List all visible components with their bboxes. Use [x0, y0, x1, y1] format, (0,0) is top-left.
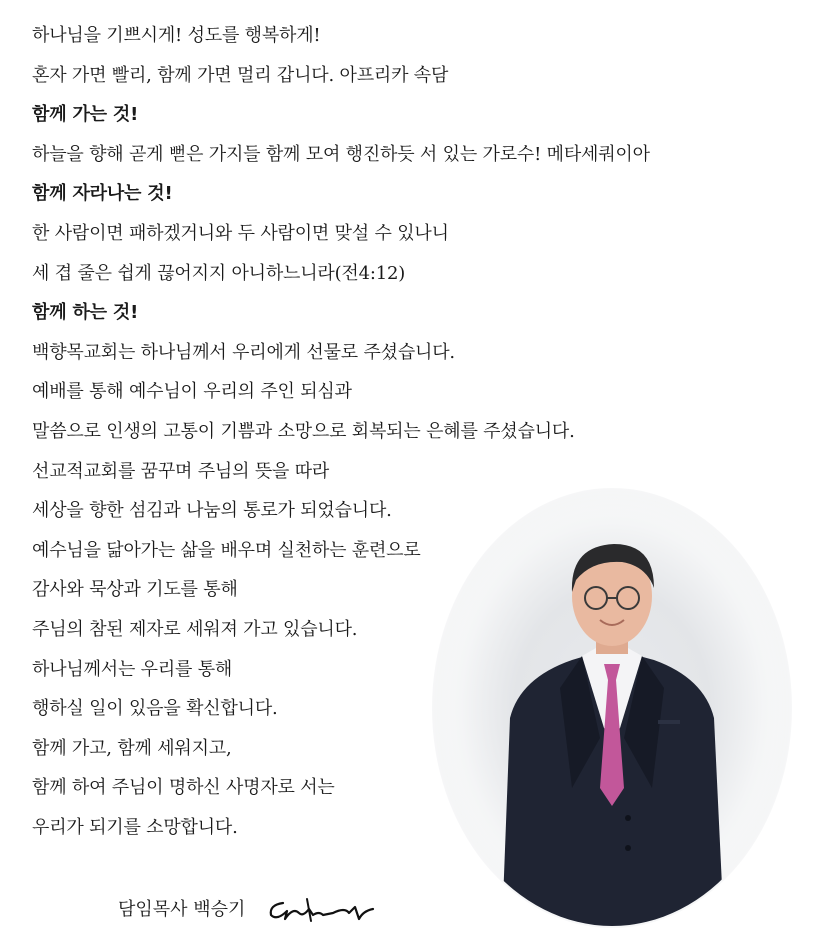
- message-line: 하늘을 향해 곧게 뻗은 가지들 함께 모여 행진하듯 서 있는 가로수! 메타세쿼이아: [32, 143, 650, 165]
- message-line: 백향목교회는 하나님께서 우리에게 선물로 주셨습니다.: [32, 341, 455, 363]
- message-line: 말씀으로 인생의 고통이 기쁨과 소망으로 회복되는 은혜를 주셨습니다.: [32, 420, 575, 442]
- message-line: 하나님을 기쁘시게! 성도를 행복하게!: [32, 25, 321, 46]
- message-line: 행하실 일이 있음을 확신합니다.: [32, 698, 278, 720]
- signature-block: [118, 890, 378, 930]
- signature-label: 담임목사 백승기: [118, 899, 246, 920]
- message-line: 함께 가고, 함께 세워지고,: [32, 737, 232, 759]
- message-line: 선교적교회를 꿈꾸며 주님의 뜻을 따라: [32, 460, 330, 482]
- handwritten-signature: [263, 893, 378, 927]
- message-heading: 함께 자라나는 것!: [32, 183, 173, 205]
- message-line: 세상을 향한 섬김과 나눔의 통로가 되었습니다.: [32, 500, 392, 522]
- message-heading: 함께 가는 것!: [32, 104, 139, 126]
- message-line: 세 겹 줄은 쉽게 끊어지지 아니하느니라(전4:12): [32, 262, 406, 284]
- message-line: 함께 하여 주님이 명하신 사명자로 서는: [32, 777, 335, 799]
- message-line: 하나님께서는 우리를 통해: [32, 658, 233, 680]
- message-line: 감사와 묵상과 기도를 통해: [32, 579, 238, 601]
- greeting-message: [32, 20, 792, 851]
- message-line: 혼자 가면 빨리, 함께 가면 멀리 갑니다. 아프리카 속담: [32, 64, 449, 86]
- message-line: 우리가 되기를 소망합니다.: [32, 816, 238, 838]
- message-line: 주님의 참된 제자로 세워져 가고 있습니다.: [32, 618, 358, 640]
- message-line: 예배를 통해 예수님이 우리의 주인 되심과: [32, 381, 352, 403]
- message-line: 한 사람이면 패하겠거니와 두 사람이면 맞설 수 있나니: [32, 222, 449, 244]
- message-line: 예수님을 닮아가는 삶을 배우며 실천하는 훈련으로: [32, 539, 421, 561]
- message-heading: 함께 하는 것!: [32, 302, 139, 324]
